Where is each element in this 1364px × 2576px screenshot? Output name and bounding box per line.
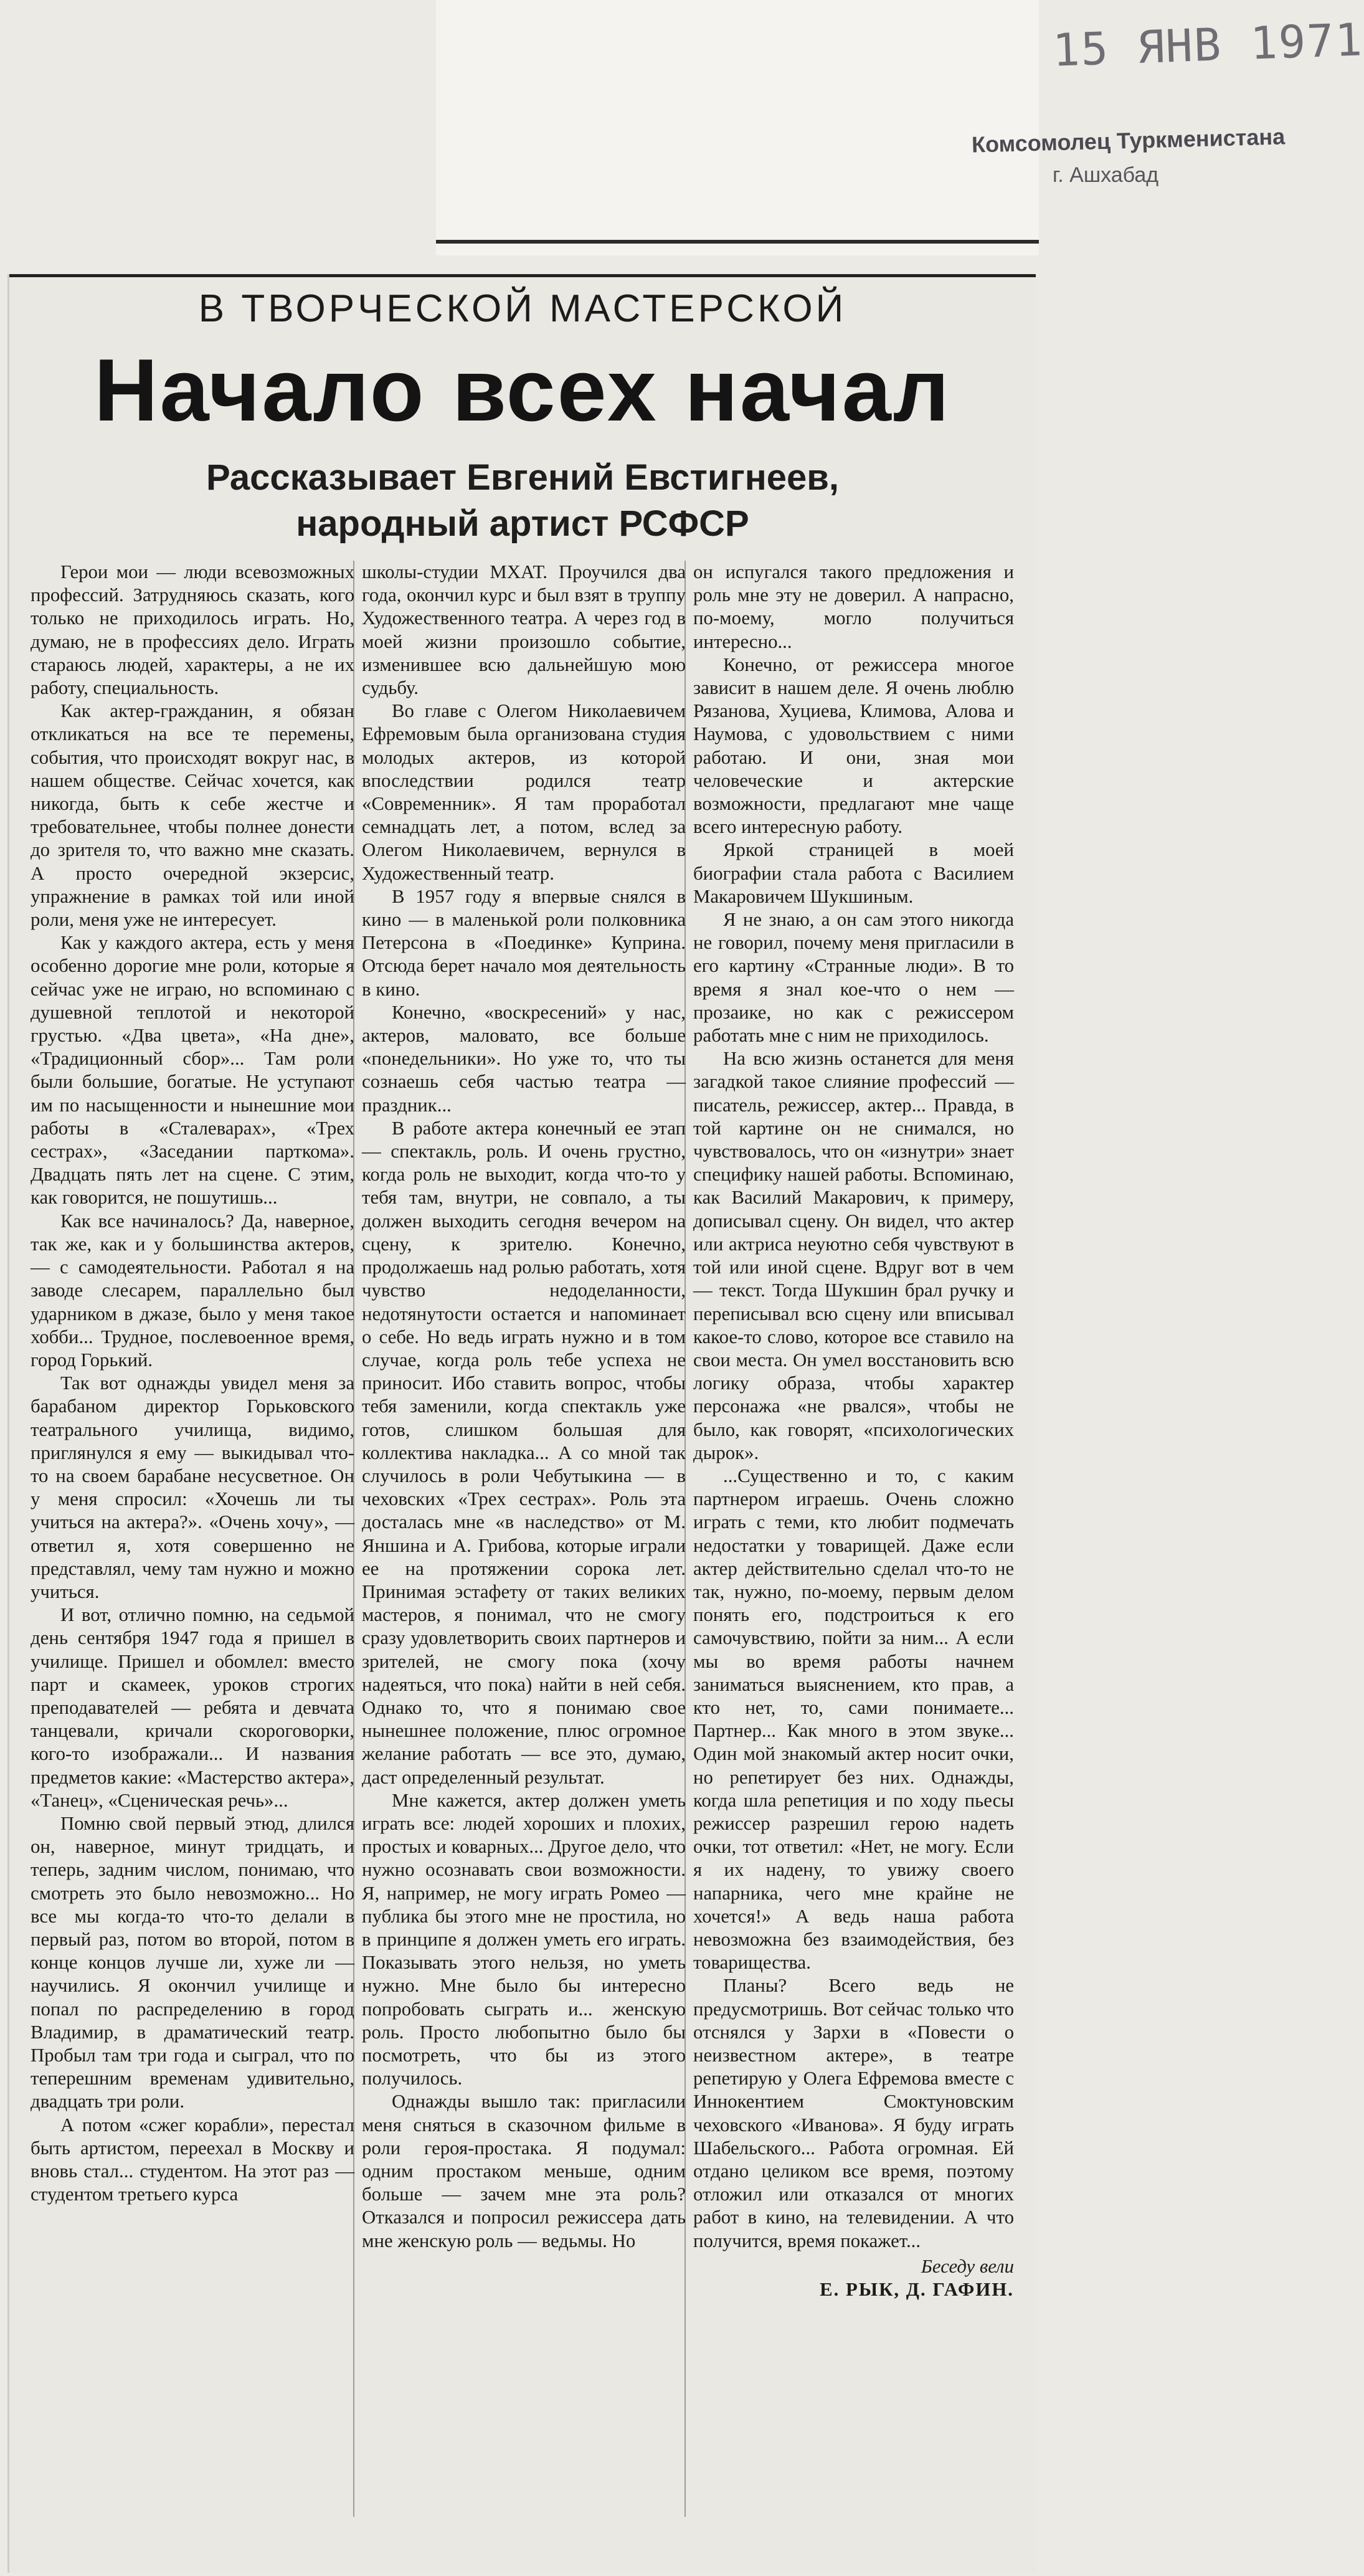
paragraph: Планы? Всего ведь не предусмотришь. Вот сейчас только что отснялся у Зархи в «Повести о неизвестном актере», в театре репетирую у Олега Ефремова вместе с Иннокентием Смоктуновским чеховского «Иванова». Я буду играть Шабельского... Работа огромная. Ей отдано целиком все время, поэтому отложил или отказался от многих работ в кино, на телевидении. А что получится, время покажет... bbox=[693, 1975, 1014, 2251]
column-1 bbox=[31, 561, 354, 2206]
headline: Начало всех начал bbox=[93, 341, 951, 440]
paragraph: школы-студии МХАТ. Проучился два года, окончил курс и был взят в труппу Художественного театра. А через год в моей жизни произошло событие, изменившее всю дальнейшую мою судьбу. bbox=[362, 561, 686, 699]
paragraph: Как у каждого актера, есть у меня особенно дорогие мне роли, которые я сейчас уже не играю, но вспоминаю с душевной теплотой и некоторой грустью. «Два цвета», «На дне», «Традиционный сбор»... Там роли были большие, богатые. Не уступают им по насыщенности и нынешние мои работы в «Сталеварах», «Трех сестрах», «Заседании парткома». Двадцать пять лет на сцене. С этим, как говорится, не пошутишь... bbox=[31, 932, 354, 1209]
paragraph: Конечно, от режиссера многое зависит в нашем деле. Я очень люблю Рязанова, Хуциева, Климова, Алова и Наумова, с удовольствием с ними работаю. И они, зная мои человеческие и актерские возможности, предлагают мне чаще всего интересную работу. bbox=[693, 654, 1014, 838]
authors: Е. РЫК, Д. ГАФИН. bbox=[820, 2279, 1014, 2301]
paragraph: Конечно, «воскресений» у нас, актеров, маловато, все больше «понедельники». Но уже то, что ты сознаешь себя частью театра — праздник... bbox=[362, 1001, 686, 1116]
paragraph: он испугался такого предложения и роль мне эту не доверил. А напрасно, по-моему, могло получиться интересно... bbox=[693, 561, 1014, 652]
paragraph: Однажды вышло так: пригласили меня сняться в сказочном фильме в роли героя-простака. Я подумал: одним простаком меньше, одним больше — зачем мне эта роль? Отказался и попросил режиссера дать мне женскую роль — ведьмы. Но bbox=[362, 2091, 686, 2251]
date-stamp: 15 ЯНВ 1971 bbox=[1051, 13, 1364, 77]
paragraph: А потом «сжег корабли», перестал быть артистом, переехал в Москву и вновь стал... студентом. На этот раз — студентом третьего курса bbox=[31, 2114, 354, 2205]
paragraph: В 1957 году я впервые снялся в кино — в маленькой роли полковника Петерсона в «Поединке» Куприна. Отсюда берет начало моя деятельность в кино. bbox=[362, 885, 686, 1000]
column-3 bbox=[693, 561, 1014, 2301]
top-rule bbox=[9, 274, 1036, 277]
paragraph: Я не знаю, а он сам этого никогда не говорил, почему меня пригласили в его картину «Странные люди». В то время я знал кое-что о нем — прозаике, но как с режиссером работать мне с ним не приходилось. bbox=[693, 909, 1014, 1047]
paragraph: В работе актера конечный ее этап — спектакль, роль. И очень грустно, когда роль не выходит, когда что-то у тебя там, внутри, не совпало, а ты должен выходить сегодня вечером на сцену, к зрителю. Конечно, продолжаешь над ролью работать, хотя чувство недоделанности, недотянутости остается и напоминает о себе. Но ведь играть нужно и в том случае, когда роль тебе успеха не приносит. Ибо ставить вопрос, чтобы тебя заменили, когда спектакль уже готов, слишком большая для коллектива накладка... А со мной так случилось в роли Чебутыкина — в чеховских «Трех сестрах». Роль эта досталась мне «в наследство» от М. Яншина и А. Грибова, которые играли ее на протяжении сорока лет. Принимая эстафету от таких великих мастеров, я понимал, что не смогу сразу удовлетворить своих партнеров и зрителей, не смогу пока (хочу надеяться, что пока) найти в ней себя. Однако то, что я понимаю свое нынешнее положение, плюс огромное желание работать — все это, думаю, даст определенный результат. bbox=[362, 1117, 686, 1788]
city-stamp: г. Ашхабад bbox=[1053, 163, 1159, 187]
paragraph: Как актер-гражданин, я обязан откликаться на все те перемены, события, что происходят вокруг нас, в нашем обществе. Сейчас хочется, как никогда, быть к себе жестче и требовательнее, чтобы полнее донести до зрителя то, что важно мне сказать. А просто очередной экзерсис, упражнение в рамках той или иной роли, меня уже не интересует. bbox=[31, 700, 354, 931]
paragraph: Мне кажется, актер должен уметь играть все: людей хороших и плохих, простых и коварных... Другое дело, что нужно осознавать свои возможности. Я, например, не могу играть Ромео — публика бы этого мне не простила, но в принципе я должен уметь его играть. Показывать этого нельзя, но уметь нужно. Мне было бы интересно попробовать сыграть и... женскую роль. Просто любопытно было бы посмотреть, что бы из этого получилось. bbox=[362, 1789, 686, 2089]
article bbox=[7, 274, 1036, 2573]
paragraph: На всю жизнь останется для меня загадкой такое слияние профессий — писатель, режиссер, актер... Правда, в той картине он не снимался, но чувствовалось, что он «изнутри» знает специфику нашей работы. Вспоминаю, как Василий Макарович, к примеру, дописывал сцену. Он видел, что актер или актриса неуютно себя чувствуют в той или иной сцене. Вдруг вот в чем — текст. Тогда Шукшин брал ручку и переписывал всю сцену или вписывал какое-то слово, которое все ставило на свои места. Он умел восстановить всю логику образа, чтобы характер персонажа «не рвался», чтобы не было, как говорят, «психологических дырок». bbox=[693, 1048, 1014, 1463]
paragraph: Так вот однажды увидел меня за барабаном директор Горьковского театрального училища, видимо, приглянулся я ему — выкидывал что-то на своем барабане несусветное. Он у меня спросил: «Хочешь ли ты учиться на актера?». «Очень хочу», — ответил я, хотя совершенно не представлял, чему там нужно и можно учиться. bbox=[31, 1372, 354, 1602]
paragraph: Помню свой первый этюд, длился он, наверное, минут тридцать, и теперь, задним числом, понимаю, что смотреть это было невозможно... Но все мы когда-то что-то делали в первый раз, потом во второй, потом в конце концов лучше ли, хуже ли — научились. Я окончил училище и попал по распределению в город Владимир, в драматический театр. Пробыл там три года и сыграл, что по теперешним временам удивительно, двадцать три роли. bbox=[31, 1812, 354, 2113]
interview-credit: Беседу вели bbox=[921, 2255, 1014, 2277]
subtitle-line-1: Рассказывает Евгений Евстигнеев, bbox=[206, 457, 840, 498]
rubric: В ТВОРЧЕСКОЙ МАСТЕРСКОЙ bbox=[198, 287, 847, 330]
header-divider bbox=[436, 240, 1039, 244]
subtitle-line-2: народный артист РСФСР bbox=[296, 503, 749, 544]
paragraph: ...Существенно и то, с каким партнером играешь. Очень сложно играть с теми, кто любит подмечать недостатки у товарищей. Даже если актер действительно сделал что-то не так, нужно, по-моему, первым делом понять его, подстроиться к его самочувствию, пойти за ним... А если мы во время работы начнем заниматься выяснением, кто прав, а кто нет, то, сами понимаете... Партнер... Как много в этом звуке... Один мой знакомый актер носит очки, но репетирует без них. Однажды, когда шла репетиция и по ходу пьесы режиссер разрешил герою надеть очки, тот ответил: «Нет, не могу. Если я их надену, то увижу своего напарника, чего мне крайне не хочется!» А ведь наша работа невозможна без взаимодействия, без товарищества. bbox=[693, 1465, 1014, 1974]
paragraph: И вот, отлично помню, на седьмой день сентября 1947 года я пришел в училище. Пришел и обомлел: вместо парт и скамеек, уроков строгих преподавателей — ребята и девчата танцевали, кричали скороговорки, кого-то изображали... И названия предметов какие: «Мастерство актера», «Танец», «Сценическая речь»... bbox=[31, 1604, 354, 1811]
paragraph: Как все начиналось? Да, наверное, так же, как и у большинства актеров, — с самодеятельности. Работал я на заводе слесарем, параллельно был ударником в джазе, было у меня такое хобби... Трудное, послевоенное время, город Горький. bbox=[31, 1210, 354, 1371]
clipping-header bbox=[436, 0, 1364, 255]
paragraph: Во главе с Олегом Николаевичем Ефремовым была организована студия молодых актеров, из которой впоследствии родился театр «Современник». Я там проработал семнадцать лет, а потом, вслед за Олегом Николаевичем, вернулся в Художественный театр. bbox=[362, 700, 686, 884]
subtitle bbox=[9, 455, 1036, 547]
paragraph: Яркой страницей в моей биографии стала работа с Василием Макаровичем Шукшиным. bbox=[693, 839, 1014, 907]
paragraph: Герои мои — люди всевозможных профессий. Затрудняюсь сказать, кого только не приходилось играть. Но, думаю, не в профессиях дело. Играть стараюсь людей, характеры, а не их работу, специальность. bbox=[31, 561, 354, 699]
column-2 bbox=[362, 561, 686, 2253]
newspaper-stamp: Комсомолец Туркменистана bbox=[971, 123, 1286, 158]
